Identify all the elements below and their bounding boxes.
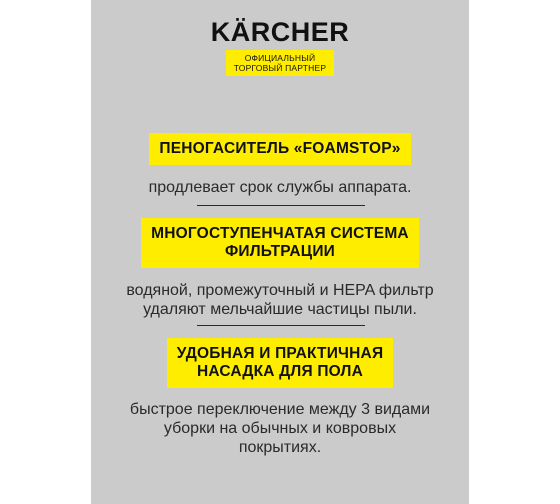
feature-title-foamstop (91, 133, 469, 165)
description-line: удаляют мельчайшие частицы пыли. (143, 301, 417, 318)
feature-title-line: ФИЛЬТРАЦИИ (224, 243, 336, 260)
divider (197, 325, 365, 326)
partner-line-2: ТОРГОВЫЙ ПАРТНЕР (233, 63, 327, 73)
description-line: водяной, промежуточный и HEPA фильтр (126, 282, 434, 299)
description-line: быстрое переключение между 3 видами (129, 401, 431, 418)
feature-title-line: УДОБНАЯ И ПРАКТИЧНАЯ (176, 345, 384, 362)
feature-description-foamstop (91, 178, 469, 197)
partner-line-1: ОФИЦИАЛЬНЫЙ (244, 53, 316, 63)
feature-description-filtration (91, 281, 469, 319)
feature-title-line: ПЕНОГАСИТЕЛЬ «FOAMSTOP» (159, 140, 401, 157)
feature-title-line: МНОГОСТУПЕНЧАТАЯ СИСТЕМА (151, 225, 409, 242)
description-line: продлевает срок службы аппарата. (148, 179, 412, 196)
info-panel (91, 0, 469, 504)
karcher-logo: KÄRCHER (210, 17, 350, 47)
brand-block (91, 18, 469, 76)
description-line: покрытиях. (238, 439, 322, 456)
feature-title-floor-nozzle (91, 338, 469, 388)
feature-title-line: НАСАДКА ДЛЯ ПОЛА (196, 363, 364, 380)
feature-title-filtration (91, 218, 469, 268)
feature-title-badge (141, 218, 419, 268)
feature-title-badge (167, 338, 394, 388)
description-line: уборки на обычных и ковровых (163, 420, 397, 437)
official-partner-badge (226, 50, 334, 76)
feature-title-badge (149, 133, 410, 165)
feature-description-floor-nozzle (91, 400, 469, 457)
divider (197, 205, 365, 206)
